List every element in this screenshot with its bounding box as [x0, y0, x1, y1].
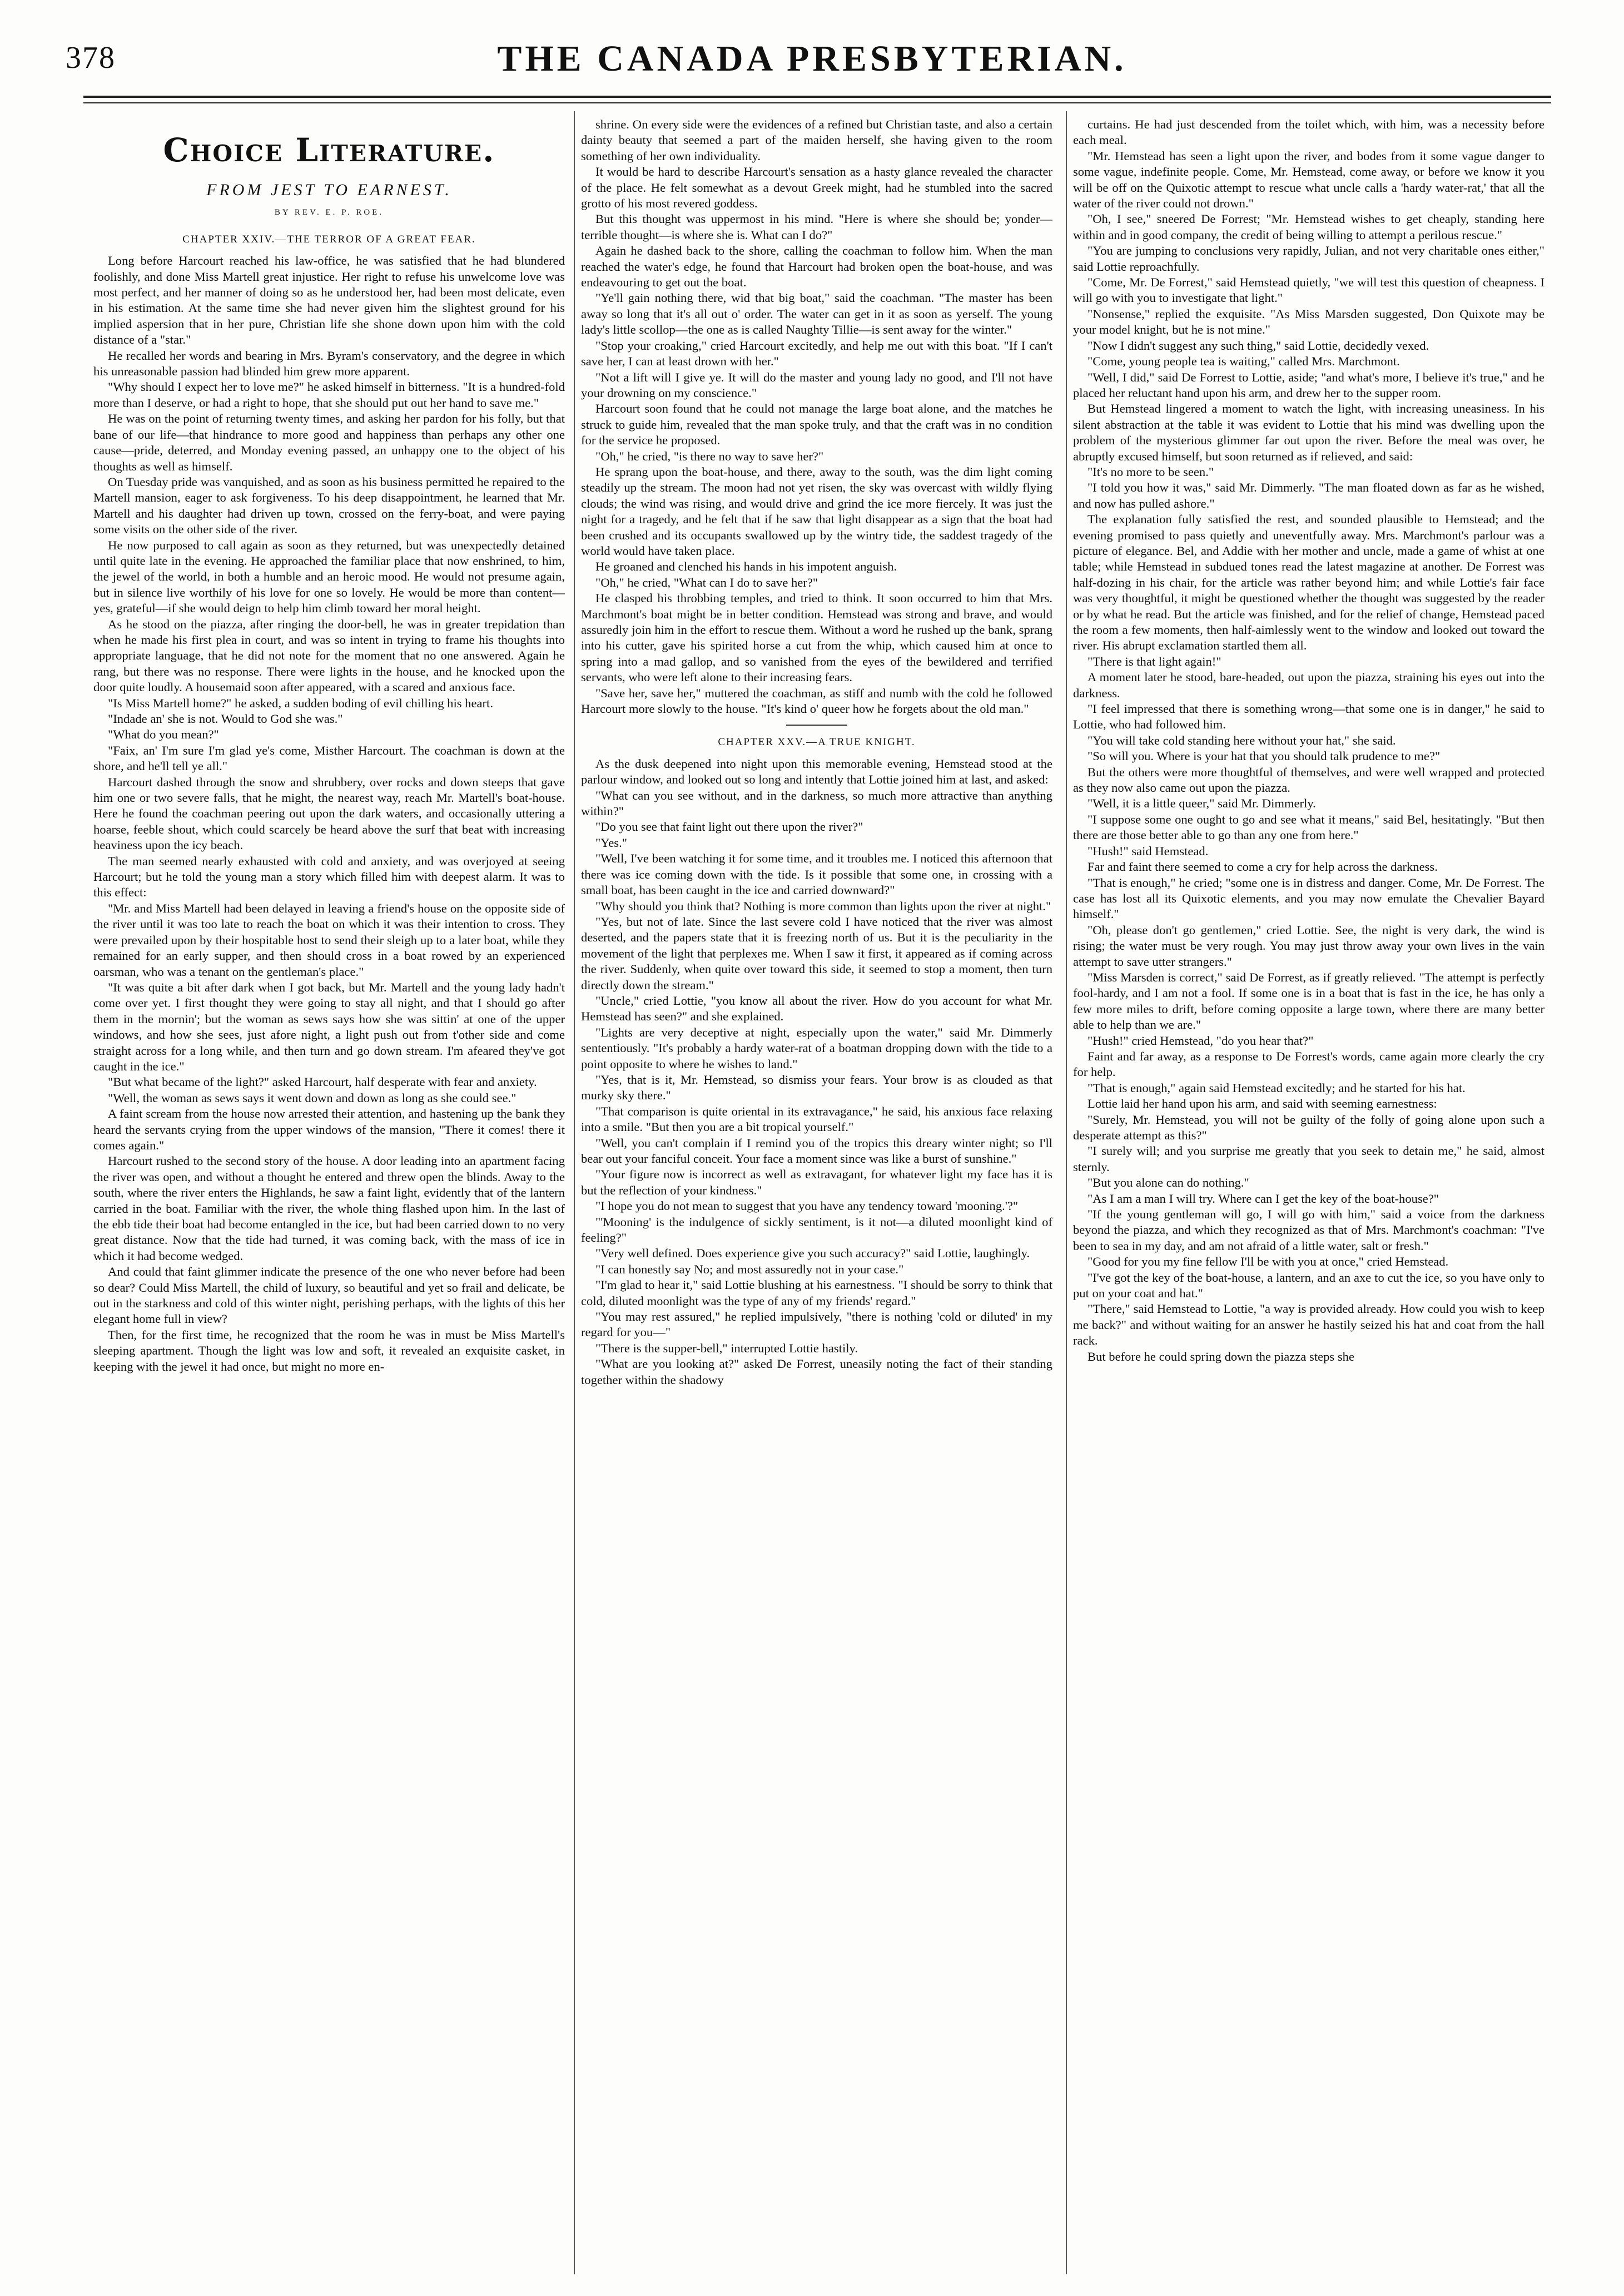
paragraph: "You are jumping to conclusions very rapidly, Julian, and not very charitable ones either," said Lottie reproachfully.: [1073, 244, 1544, 274]
story-author: BY REV. E. P. ROE.: [274, 208, 384, 217]
paragraph: "Oh," he cried, "is there no way to save her?": [595, 449, 824, 463]
paragraph: "There," said Hemstead to Lottie, "a way is provided already. How could you wish to keep me back?" and without waiting for an answer he hastily seized his hat and coat from the hall rack.: [1073, 1302, 1544, 1348]
paragraph: A moment later he stood, bare-headed, out upon the piazza, straining his eyes out into the darkness.: [1073, 670, 1544, 700]
paragraph: "But you alone can do nothing.": [1087, 1176, 1249, 1190]
paragraph: "I told you how it was," said Mr. Dimmerly. "The man floated down as far as he wished, and now has pulled ashore.": [1073, 480, 1544, 510]
paragraph: He recalled her words and bearing in Mrs. Byram's conservatory, and the degree in which his unreasonable passion had blinded him grew more apparent.: [93, 348, 565, 379]
story-title: FROM JEST TO EARNEST.: [206, 181, 452, 199]
page-number: 378: [66, 41, 116, 75]
paragraph: A faint scream from the house now arrested their attention, and hastening up the bank they heard the servants crying from the upper windows of the mansion, "There it comes! there it comes again.": [93, 1107, 565, 1152]
article-body: [1073, 117, 1544, 1365]
column-2: [581, 117, 1052, 2274]
paragraph: "Mr. Hemstead has seen a light upon the river, and bodes from it some vague danger to some vague, indefinite people. Come, Mr. Hemstead, come away, or before we know it you will be off on the Quixotic attempt to rescue what uncle calls a 'hardy water-rat,' that all the water of the river could not drown.": [1073, 148, 1544, 211]
article-body: [581, 117, 1052, 717]
chapter-heading: CHAPTER XXV.—A TRUE KNIGHT.: [718, 736, 916, 748]
column-3: [1073, 117, 1544, 2274]
paragraph: "You may rest assured," he replied impulsively, "there is nothing 'cold or diluted' in my regard for you—": [581, 1310, 1052, 1340]
journal-title: THE CANADA PRESBYTERIAN.: [497, 38, 1127, 79]
paragraph: "Yes.": [595, 835, 627, 850]
paragraph: "That comparison is quite oriental in its extravagance," he said, his anxious face relaxing into a smile. "But then you are a bit tropical yourself.": [581, 1104, 1052, 1134]
paragraph: "I feel impressed that there is something wrong—that some one is in danger," he said to Lottie, who had followed him.: [1073, 702, 1544, 732]
paragraph: "Well, it is a little queer," said Mr. Dimmerly.: [1087, 796, 1316, 811]
paragraph: shrine. On every side were the evidences of a refined but Christian taste, and also a certain dainty beauty that seemed a part of the maiden herself, she having given to the room something of her own individuality.: [581, 117, 1052, 163]
paragraph: "Oh," he cried, "What can I do to save her?": [595, 575, 818, 589]
paragraph: But the others were more thoughtful of themselves, and were well wrapped and protected as they now also came out upon the piazza.: [1073, 765, 1544, 795]
paragraph: "Yes, but not of late. Since the last severe cold I have noticed that the river was almost deserted, and the papers state that it is freezing north of us. But it is the peculiarity in the movement of the light that perplexes me. When I saw it first, it appeared as if coming across the river. Suddenly, when quite over toward this side, it seemed to stop a moment, then turn directly down the stream.": [581, 914, 1052, 992]
column-divider: [1066, 111, 1067, 2274]
paragraph: "Hush!" said Hemstead.: [1087, 844, 1209, 858]
paragraph: But before he could spring down the piazza steps she: [1087, 1349, 1354, 1363]
paragraph: "Not a lift will I give ye. It will do the master and young lady no good, and I'll not have your drowning on my conscience.": [581, 370, 1052, 400]
paragraph: "Your figure now is incorrect as well as extravagant, for whatever light my face has it is but the reflection of your kindness.": [581, 1167, 1052, 1197]
paragraph: "There is that light again!": [1087, 654, 1221, 668]
paragraph: "I surely will; and you surprise me greatly that you seek to detain me," he said, almost sternly.: [1073, 1144, 1544, 1174]
paragraph: "What can you see without, and in the darkness, so much more attractive than anything within?": [581, 788, 1052, 819]
column-divider: [574, 111, 575, 2274]
paragraph: "Faix, an' I'm sure I'm glad ye's come, Misther Harcourt. The coachman is down at the shore, and he'll tell ye all.": [93, 743, 565, 773]
paragraph: "Hush!" cried Hemstead, "do you hear that?": [1087, 1033, 1314, 1048]
paragraph: "Oh, I see," sneered De Forrest; "Mr. Hemstead wishes to get cheaply, standing here within and in good company, the credit of being willing to attempt a perilous rescue.": [1073, 212, 1544, 242]
paragraph: He now purposed to call again as soon as they returned, but was unexpectedly detained until quite late in the evening. He approached the familiar place that now enshrined, to him, the jewel of the world, in both a humble and an heroic mood. He would not presume again, but in silence live worthily of his love for one so lovely. He would be more than content—yes, grateful—if she would deign to help him climb toward her moral height.: [93, 538, 565, 616]
paragraph: The explanation fully satisfied the rest, and sounded plausible to Hemstead; and the evening promised to pass quietly and uneventfully away. Mrs. Marchmont's parlour was a picture of elegance. Bel, and Addie with her mother and uncle, made a game of whist at one table; while Hemstead in subdued tones read the latest magazine at another. De Forrest was half-dozing in his chair, for the article was rather beyond him; and while Lottie's fair face was very thoughtful, it might be questioned whether the thought was suggested by the reader or by what he read. But the article was finished, and for the relief of change, Hemstead paced the room a few moments, then half-aimlessly went to the window and looked out toward the river. His abrupt exclamation startled them all.: [1073, 512, 1544, 653]
paragraph: "There is the supper-bell," interrupted Lottie hastily.: [595, 1341, 858, 1355]
paragraph: "Good for you my fine fellow I'll be with you at once," cried Hemstead.: [1087, 1254, 1449, 1269]
paragraph: "You will take cold standing here without your hat," she said.: [1087, 733, 1396, 747]
paragraph: As the dusk deepened into night upon this memorable evening, Hemstead stood at the parlour window, and looked out so long and intently that Lottie joined him at last, and asked:: [581, 756, 1052, 787]
column-1: [93, 117, 565, 2274]
paragraph: "So will you. Where is your hat that you should talk prudence to me?": [1087, 749, 1441, 763]
paragraph: "Nonsense," replied the exquisite. "As Miss Marsden suggested, Don Quixote may be your model knight, but he is not mine.": [1073, 306, 1544, 337]
paragraph: "Come, Mr. De Forrest," said Hemstead quietly, "we will test this question of cheapness. I will go with you to investigate that light.": [1073, 275, 1544, 305]
chapter-divider: [786, 725, 847, 726]
paragraph: "Well, I've been watching it for some time, and it troubles me. I noticed this afternoon that there was ice coming down with the tide. Is it possible that some one, in crossing with a small boat, has been caught in the ice and carried downward?": [581, 851, 1052, 897]
header-rule-thin: [83, 102, 1551, 103]
paragraph: "Oh, please don't go gentlemen," cried Lottie. See, the night is very dark, the wind is rising; the water must be very rough. You may just throw away your own lives in the vain attempt to save utter strangers.": [1073, 923, 1544, 969]
paragraph: "As I am a man I will try. Where can I get the key of the boat-house?": [1087, 1191, 1439, 1206]
paragraph: As he stood on the piazza, after ringing the door-bell, he was in greater trepidation than when he made his first plea in court, and was so intent in trying to frame his thoughts into appropriate language, that he did not note for the moment that no one answered. Again he rang, but there was no response. There were lights in the house, and he knocked upon the door quite loudly. A housemaid soon after appeared, with a scared and anxious face.: [93, 617, 565, 695]
paragraph: "Ye'll gain nothing there, wid that big boat," said the coachman. "The master has been away so long that it's all out o' order. The water can get in it as soon as yerself. The young lady's little scollop—the one as is called Naughty Tillie—is sent away for the winter.": [581, 291, 1052, 337]
paragraph: He clasped his throbbing temples, and tried to think. It soon occurred to him that Mrs. Marchmont's boat might be in better condition. Hemstead was strong and brave, and would assuredly join him in the effort to rescue them. Without a word he rushed up the bank, sprang into his cutter, gave his spirited horse a cut from the whip, which caused him at once to spring into a mad gallop, and so vanished from the eyes of the bewildered and terrified servants, who were left alone to their increasing fears.: [581, 591, 1052, 685]
paragraph: "I hope you do not mean to suggest that you have any tendency toward 'mooning.'?": [595, 1199, 1019, 1213]
paragraph: He sprang upon the boat-house, and there, away to the south, was the dim light coming steadily up the stream. The moon had not yet risen, the sky was overcast with wildly flying clouds; the wind was rising, and would drive and grind the ice more fiercely. It was just the night for a tragedy, and he felt that if he saw that light disappear as a sign that the boat had been crushed and its occupants swallowed up by the wintry tide, the saddest tragedy of the world would have taken place.: [581, 464, 1052, 558]
paragraph: "Why should I expect her to love me?" he asked himself in bitterness. "It is a hundred-fold more than I deserve, or had a right to hope, that she should put out her hand to save me.": [93, 380, 565, 410]
paragraph: "Yes, that is it, Mr. Hemstead, so dismiss your fears. Your brow is as clouded as that murky sky there.": [581, 1072, 1052, 1103]
paragraph: "Uncle," cried Lottie, "you know all about the river. How do you account for what Mr. Hemstead has seen?" and she explained.: [581, 993, 1052, 1024]
paragraph: "I'm glad to hear it," said Lottie blushing at his earnestness. "I should be sorry to think that cold, diluted moonlight was the type of any of my friends' regard.": [581, 1278, 1052, 1308]
paragraph: "Save her, save her," muttered the coachman, as stiff and numb with the cold he followed Harcourt more slowly to the house. "It's kind o' queer how he forgets about the old man.": [581, 686, 1052, 716]
article-body: [581, 756, 1052, 1388]
paragraph: He was on the point of returning twenty times, and asking her pardon for his folly, but that bane of our life—that hindrance to more good and happiness than perhaps any other one cause—pride, deterred, and Monday evening passed, an unhappy one to the object of his thoughts as well as himself.: [93, 411, 565, 473]
paragraph: "Why should you think that? Nothing is more common than lights upon the river at night.": [595, 899, 1051, 913]
paragraph: "Come, young people tea is waiting," called Mrs. Marchmont.: [1087, 354, 1400, 369]
paragraph: Then, for the first time, he recognized that the room he was in must be Miss Martell's sleeping apartment. Though the light was low and soft, it revealed an exquisite casket, in keeping with the jewel it had once, but might no more en-: [93, 1327, 565, 1373]
paragraph: Harcourt dashed through the snow and shrubbery, over rocks and down steeps that gave him one or two severe falls, that he might, the nearest way, reach Mr. Martell's boat-house. Here he found the coachman peering out upon the dark waters, and occasionally uttering a hoarse, feeble shout, which could scarcely be heard above the surf that beat with increasing heaviness upon the icy beach.: [93, 775, 565, 852]
paragraph: "Well, I did," said De Forrest to Lottie, aside; "and what's more, I believe it's true," and he placed her reluctant hand upon his arm, and drew her to the supper room.: [1073, 370, 1544, 400]
paragraph: On Tuesday pride was vanquished, and as soon as his business permitted he repaired to the Martell mansion, eager to ask forgiveness. To his deep disappointment, he learned that Mr. Martell and his daughter had driven up town, crossed on the ferry-boat, and were paying some visits on the other side of the river.: [93, 474, 565, 537]
paragraph: "It's no more to be seen.": [1087, 464, 1214, 479]
paragraph: But Hemstead lingered a moment to watch the light, with increasing uneasiness. In his silent abstraction at the table it was evident to Lottie that his mind was dwelling upon the problem of the mysterious glimmer far out upon the river. Before the meal was over, he abruptly excused himself, but soon returned as if relieved, and said:: [1073, 401, 1544, 463]
paragraph: "What do you mean?": [108, 727, 219, 742]
paragraph: "Well, the woman as sews says it went down and down as long as she could see.": [108, 1090, 516, 1105]
paragraph: "But what became of the light?" asked Harcourt, half desperate with fear and anxiety.: [108, 1075, 537, 1089]
paragraph: curtains. He had just descended from the toilet which, with him, was a necessity before each meal.: [1073, 117, 1544, 147]
paragraph: "Stop your croaking," cried Harcourt excitedly, and help me out with this boat. "If I can't save her, I can at least drown with her.": [581, 338, 1052, 369]
paragraph: And could that faint glimmer indicate the presence of the one who never before had been so dear? Could Miss Martell, the child of luxury, so beautiful and yet so frail and delicate, be out in the starkness and cold of this winter night, perishing perhaps, with the lights of this her elegant home full in view?: [93, 1264, 565, 1326]
chapter-heading: CHAPTER XXIV.—THE TERROR OF A GREAT FEAR.: [182, 233, 476, 245]
paragraph: "That is enough," he cried; "some one is in distress and danger. Come, Mr. De Forrest. The case has lost all its Quixotic elements, and you may now emulate the Chevalier Bayard himself.": [1073, 875, 1544, 921]
paragraph: Faint and far away, as a response to De Forrest's words, came again more clearly the cry for help.: [1073, 1049, 1544, 1079]
paragraph: Harcourt rushed to the second story of the house. A door leading into an apartment facing the river was open, and without a thought he entered and threw open the blinds. Away to the south, where the river enters the Highlands, he saw a faint light, evidently that of the lantern carried in the boat. Familiar with the river, the whole thing flashed upon him. In the last of the ebb tide their boat had become entangled in the ice, but had been carried down to no very great distance. Now that the tide had turned, it was coming back, with the mass of ice in which it had become wedged.: [93, 1154, 565, 1263]
paragraph: "That is enough," again said Hemstead excitedly; and he started for his hat.: [1087, 1080, 1466, 1095]
paragraph: "Now I didn't suggest any such thing," said Lottie, decidedly vexed.: [1087, 338, 1429, 353]
paragraph: "Lights are very deceptive at night, especially upon the water," said Mr. Dimmerly sententiously. "It's probably a hardy water-rat of a boatman dropping down with the tide to a point opposite to where he wishes to land.": [581, 1025, 1052, 1071]
paragraph: Far and faint there seemed to come a cry for help across the darkness.: [1087, 860, 1438, 874]
paragraph: "'Mooning' is the indulgence of sickly sentiment, is it not—a diluted moonlight kind of feeling?": [581, 1214, 1052, 1245]
paragraph: "Surely, Mr. Hemstead, you will not be guilty of the folly of going alone upon such a desperate attempt as this?": [1073, 1112, 1544, 1142]
paragraph: "If the young gentleman will go, I will go with him," said a voice from the darkness beyond the piazza, and which they recognized as that of Mrs. Marchmont's coachman: "I've been to sea in my day, and am not afraid of a little water, salt or fresh.": [1073, 1207, 1544, 1253]
paragraph: He groaned and clenched his hands in his impotent anguish.: [595, 559, 897, 574]
paragraph: "Do you see that faint light out there upon the river?": [595, 820, 863, 834]
article-body: [93, 253, 565, 1375]
header-rule: [83, 96, 1551, 98]
paragraph: Harcourt soon found that he could not manage the large boat alone, and the matches he struck to guide him, revealed that the man spoke truly, and that the craft was in no condition for the service he proposed.: [581, 401, 1052, 448]
paragraph: "Is Miss Martell home?" he asked, a sudden boding of evil chilling his heart.: [108, 696, 493, 710]
paragraph: Again he dashed back to the shore, calling the coachman to follow him. When the man reached the water's edge, he found that Harcourt had broken open the boat-house, and was endeavouring to get out the boat.: [581, 244, 1052, 290]
paragraph: "Very well defined. Does experience give you such accuracy?" said Lottie, laughingly.: [595, 1246, 1030, 1261]
paragraph: "Indade an' she is not. Would to God she was.": [108, 712, 343, 726]
paragraph: "It was quite a bit after dark when I got back, but Mr. Martell and the young lady hadn't come over yet. I first thought they were going to stay all night, and that I should go after them in the mornin'; but the woman as sews says how she was sittin' at one of the upper windows, and how she sees, just afore night, a light push out from t'other side and come straight across for a long while, and then turn and go down stream. I'm afeared they've got caught in the ice.": [93, 980, 565, 1073]
section-heading: Choice Literature.: [163, 131, 495, 169]
paragraph: Long before Harcourt reached his law-office, he was satisfied that he had blundered foolishly, and done Miss Martell great injustice. Her right to refuse his unwelcome love was most perfect, and her manner of doing so as he understood her, had been most delicate, even in his estimation. At the same time she had never given him the slightest ground for his implied aspersion that in her pure, Christian life she shone down upon him with the cold distance of a "star.": [93, 254, 565, 347]
paragraph: "What are you looking at?" asked De Forrest, uneasily noting the fact of their standing together within the shadowy: [581, 1357, 1052, 1387]
paragraph: It would be hard to describe Harcourt's sensation as a hasty glance revealed the character of the place. He felt somewhat as a devout Greek might, had he stumbled into the sacred grotto of his most revered goddess.: [581, 165, 1052, 211]
paragraph: Lottie laid her hand upon his arm, and said with seeming earnestness:: [1087, 1097, 1437, 1111]
paragraph: "Well, you can't complain if I remind you of the tropics this dreary winter night; so I'll bear out your fanciful conceit. Your face a moment since was like a burst of sunshine.": [581, 1135, 1052, 1166]
paragraph: "Miss Marsden is correct," said De Forrest, as if greatly relieved. "The attempt is perfectly fool-hardy, and I am not a fool. If some one is in a boat that is fast in the ice, he has only a few more miles to drift, before coming opposite a large town, where there are many better able to help than we are.": [1073, 970, 1544, 1032]
paragraph: The man seemed nearly exhausted with cold and anxiety, and was overjoyed at seeing Harcourt; but he told the young man a story which filled him with deepest alarm. It was to this effect:: [93, 854, 565, 900]
paragraph: "I suppose some one ought to go and see what it means," said Bel, hesitatingly. "But then there are those better able to go than any one from here.": [1073, 812, 1544, 842]
paragraph: But this thought was uppermost in his mind. "Here is where she should be; yonder—terrible thought—is where she is. What can I do?": [581, 212, 1052, 242]
paragraph: "Mr. and Miss Martell had been delayed in leaving a friend's house on the opposite side of the river until it was too late to reach the boat on which it was their intention to cross. They were prevailed upon by their hospitable host to send their sleigh up to a later boat, while they remained for an early supper, and then should cross in a boat rowed by an experienced oarsman, who was a tenant on the gentleman's place.": [93, 901, 565, 979]
paragraph: "I can honestly say No; and most assuredly not in your case.": [595, 1262, 904, 1276]
paragraph: "I've got the key of the boat-house, a lantern, and an axe to cut the ice, so you have only to put on your coat and hat.": [1073, 1270, 1544, 1301]
